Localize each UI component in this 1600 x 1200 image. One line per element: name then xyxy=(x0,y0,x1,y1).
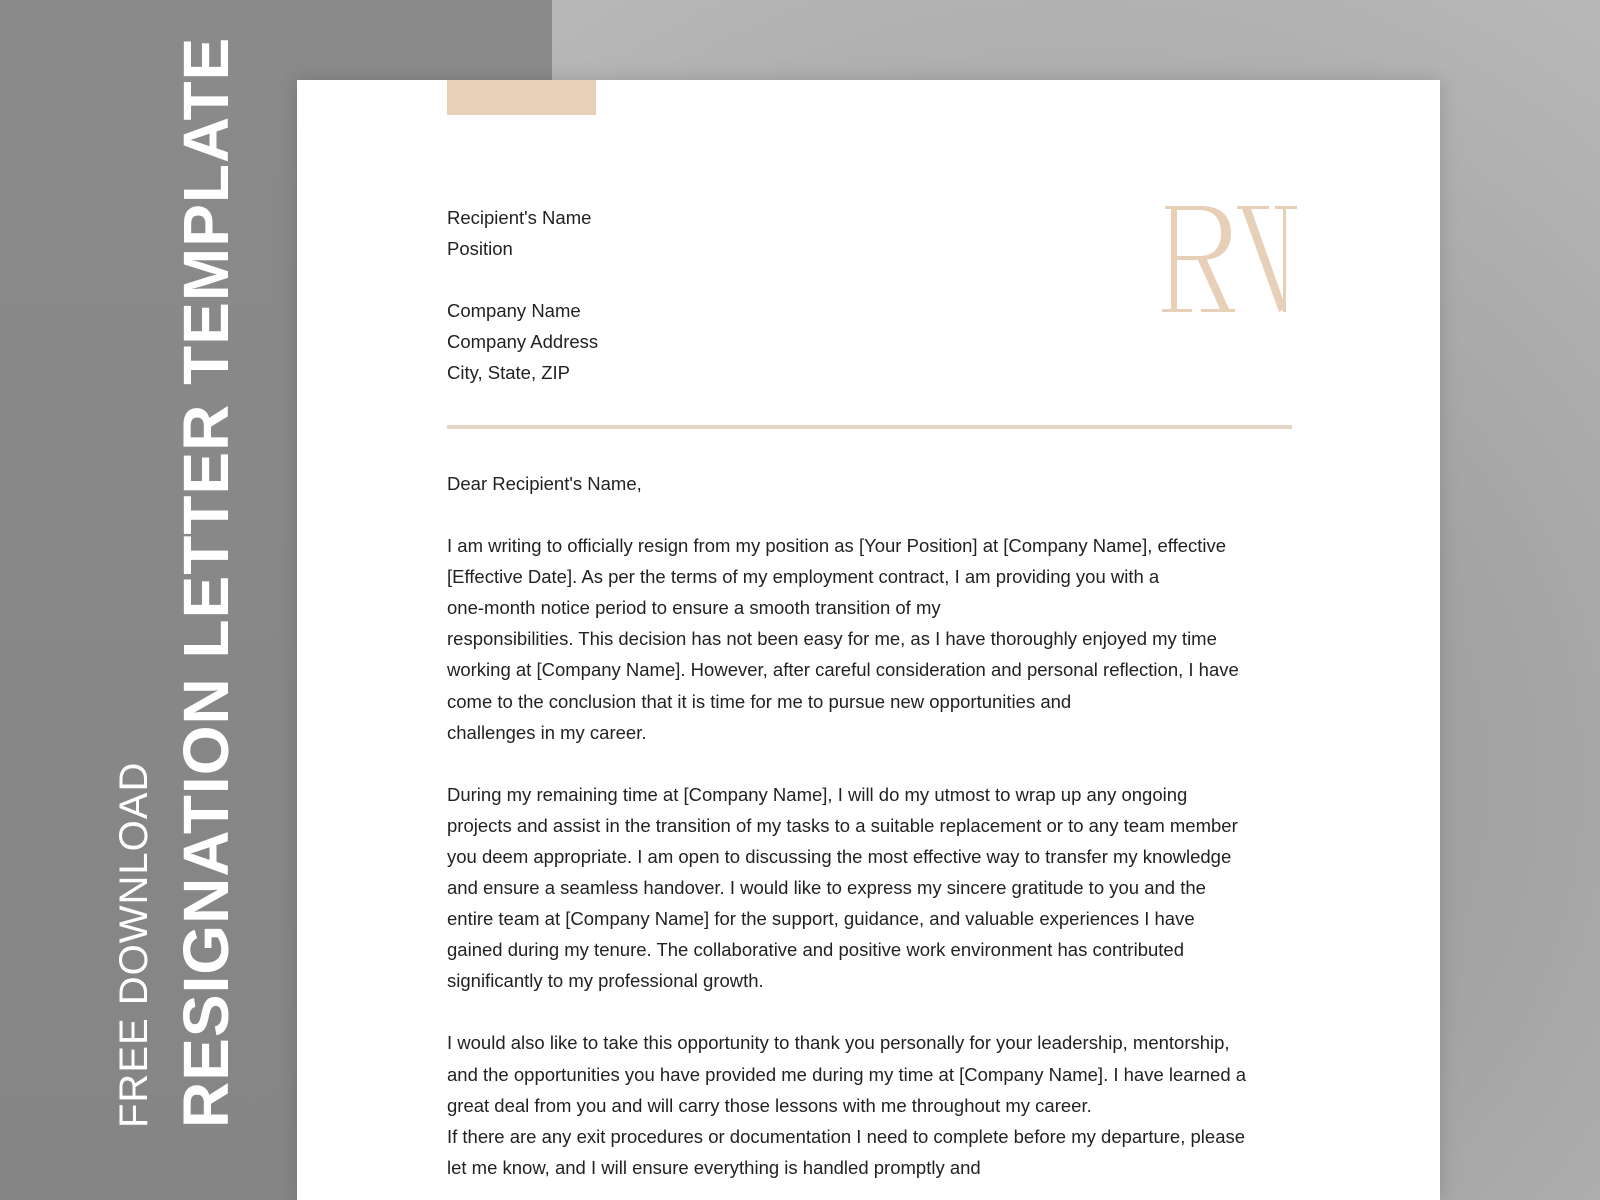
paragraph-line: entire team at [Company Name] for the support, guidance, and valuable experiences I have xyxy=(447,908,1195,930)
recipient-name: Recipient's Name xyxy=(447,207,592,228)
sidebar-title-block xyxy=(110,36,242,1128)
paragraph-1 xyxy=(447,530,1292,748)
paragraph-line: let me know, and I will ensure everything is handled promptly and xyxy=(447,1156,981,1178)
recipient-position: Position xyxy=(447,238,513,259)
paragraph-line: one-month notice period to ensure a smooth transition of my xyxy=(447,597,941,619)
rn-monogram-logo xyxy=(1157,200,1297,318)
city-state-zip: City, State, ZIP xyxy=(447,362,571,383)
paragraph-3 xyxy=(447,1027,1292,1120)
paragraph-line: gained during my tenure. The collaborative and positive work environment has contributed xyxy=(447,939,1185,961)
company-name: Company Name xyxy=(447,300,581,321)
paragraph-2 xyxy=(447,779,1292,997)
paragraph-line: significantly to my professional growth. xyxy=(447,970,764,992)
recipient-address-block xyxy=(447,202,598,388)
paragraph-line: come to the conclusion that it is time for me to pursue new opportunities and xyxy=(447,690,1072,712)
letter-page xyxy=(297,80,1440,1200)
header-divider xyxy=(447,425,1292,429)
paragraph-line: I am writing to officially resign from my position as [Your Position] at [Company Name], effective xyxy=(447,535,1227,557)
paragraph-line: great deal from you and will carry those lessons with me throughout my career. xyxy=(447,1094,1092,1116)
letter-body xyxy=(447,468,1292,1183)
salutation: Dear Recipient's Name, xyxy=(447,473,642,494)
paragraph-line: and ensure a seamless handover. I would like to express my sincere gratitude to you and the xyxy=(447,877,1206,899)
paragraph-line: If there are any exit procedures or documentation I need to complete before my departure, please xyxy=(447,1125,1246,1147)
company-address: Company Address xyxy=(447,331,599,352)
paragraph-4 xyxy=(447,1121,1292,1183)
paragraph-line: and the opportunities you have provided me during my time at [Company Name]. I have learned a xyxy=(447,1063,1247,1085)
paragraph-line: challenges in my career. xyxy=(447,721,647,743)
paragraph-line: you deem appropriate. I am open to discussing the most effective way to transfer my knowledge xyxy=(447,845,1232,867)
paragraph-line: responsibilities. This decision has not been easy for me, as I have thoroughly enjoyed my time xyxy=(447,628,1217,650)
paragraph-line: During my remaining time at [Company Name], I will do my utmost to wrap up any ongoing xyxy=(447,783,1188,805)
paragraph-line: working at [Company Name]. However, after careful consideration and personal reflection, I have xyxy=(447,659,1239,681)
sidebar-title: RESIGNATION LETTER TEMPLATE xyxy=(170,36,242,1128)
sidebar-kicker: FREE DOWNLOAD xyxy=(112,761,156,1128)
paragraph-line: [Effective Date]. As per the terms of my employment contract, I am providing you with a xyxy=(447,566,1160,588)
paragraph-line: I would also like to take this opportunity to thank you personally for your leadership, mentorship, xyxy=(447,1032,1230,1054)
accent-tab xyxy=(447,80,596,115)
paragraph-line: projects and assist in the transition of my tasks to a suitable replacement or to any team member xyxy=(447,814,1238,836)
